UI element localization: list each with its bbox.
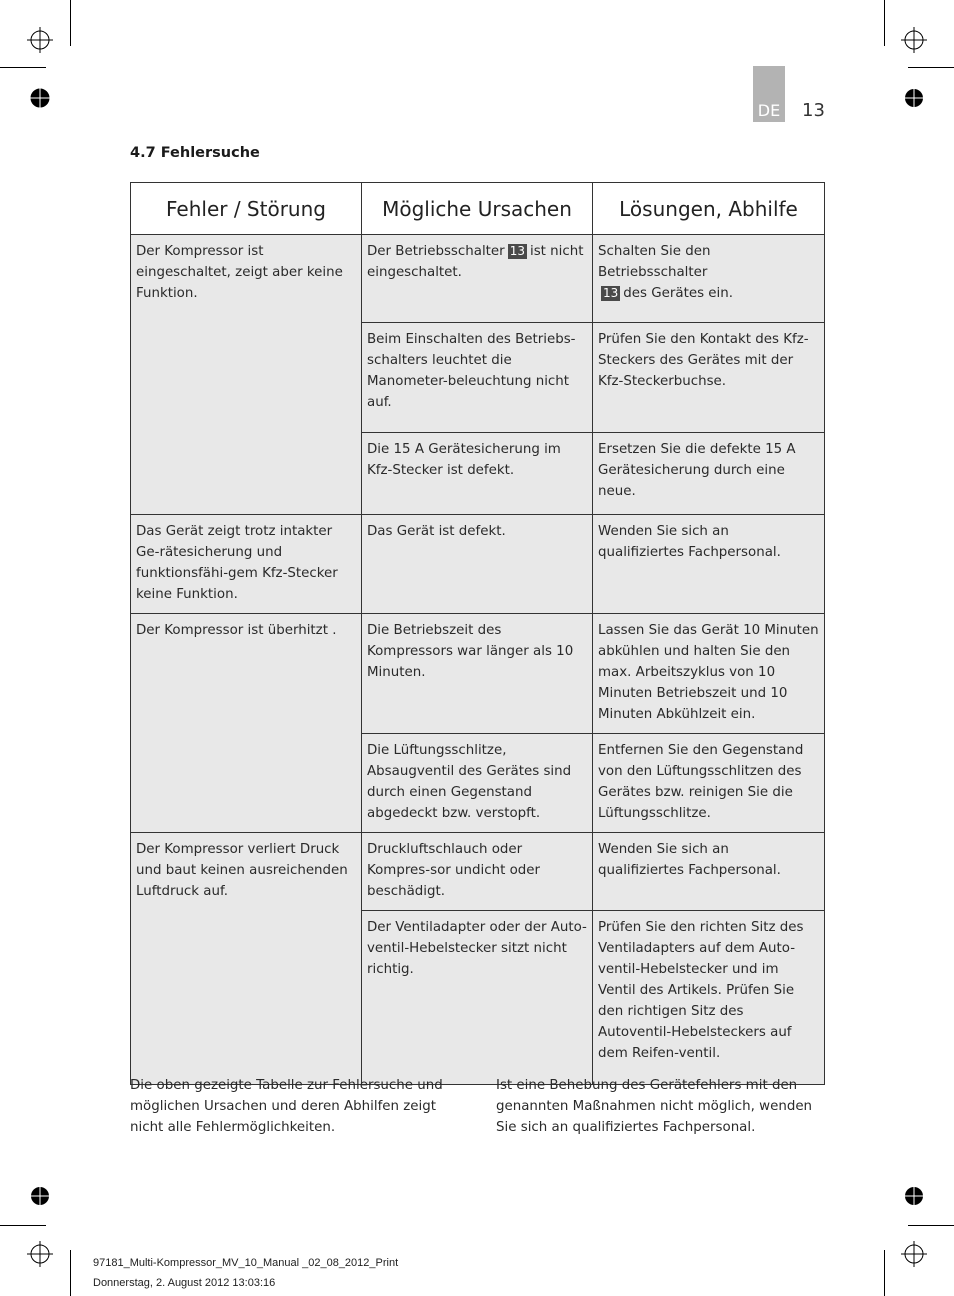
note-right: Ist eine Behebung des Gerätefehlers mit den genannten Maßnahmen nicht möglich, wenden Sie sich an qualifiziertes Fachpersonal. [496, 1078, 813, 1135]
cause-cell: Druckluftschlauch oder Kompres-sor undicht oder beschädigt. [362, 833, 593, 911]
cause-cell: Die 15 A Gerätesicherung im Kfz-Stecker ist defekt. [362, 433, 593, 515]
register-dot-bottom-right [904, 1186, 924, 1206]
trim-mark-top-right-vertical [884, 0, 885, 46]
print-date: Donnerstag, 2. August 2012 13:03:16 [93, 1277, 276, 1289]
cause-cell: Beim Einschalten des Betriebs-schalters leuchtet die Manometer-beleuchtung nicht auf. [362, 323, 593, 433]
solution-text: des Gerätes ein. [623, 286, 734, 301]
section-title: 4.7 Fehlersuche [130, 145, 260, 161]
table-row [131, 515, 825, 614]
cause-cell: Das Gerät ist defekt. [362, 515, 593, 614]
solution-cell: Wenden Sie sich an qualifiziertes Fachpersonal. [593, 833, 825, 911]
cause-text: Der Betriebsschalter [367, 244, 505, 259]
language-tab: DE [753, 66, 785, 122]
trim-mark-bottom-right-vertical [884, 1250, 885, 1296]
cause-text: ist nicht eingeschaltet. [367, 244, 584, 280]
item-number-badge: 13 [509, 244, 525, 258]
registration-mark-top-left [27, 27, 53, 53]
table-row [131, 235, 825, 323]
table-row [131, 614, 825, 734]
fault-cell: Der Kompressor ist eingeschaltet, zeigt aber keine Funktion. [131, 235, 362, 515]
fault-cell: Der Kompressor ist überhitzt . [131, 614, 362, 833]
note-left: Die oben gezeigte Tabelle zur Fehlersuche und möglichen Ursachen und deren Abhilfen zeigt nicht alle Fehlermöglichkeiten. [130, 1078, 443, 1135]
solution-cell: Lassen Sie das Gerät 10 Minuten abkühlen und halten Sie den max. Arbeitszyklus von 10 Minuten Betriebszeit und 10 Minuten Abkühlzeit ein. [593, 614, 825, 734]
trim-mark-top-right-horizontal [908, 67, 954, 68]
item-number-badge: 13 [603, 286, 619, 300]
cause-cell [362, 235, 593, 323]
solution-cell: Ersetzen Sie die defekte 15 A Gerätesicherung durch eine neue. [593, 433, 825, 515]
solution-cell: Prüfen Sie den Kontakt des Kfz-Steckers des Gerätes mit der Kfz-Steckerbuchse. [593, 323, 825, 433]
fault-cell: Das Gerät zeigt trotz intakter Ge-rätesicherung und funktionsfähi-gem Kfz-Stecker keine Funktion. [131, 515, 362, 614]
fault-cell: Der Kompressor verliert Druck und baut keinen ausreichenden Luftdruck auf. [131, 833, 362, 1085]
solution-text: Schalten Sie den Betriebsschalter [598, 244, 711, 280]
cause-cell: Der Ventiladapter oder der Auto-ventil-Hebelstecker sitzt nicht richtig. [362, 911, 593, 1085]
table-row [131, 833, 825, 911]
cause-cell: Die Betriebszeit des Kompressors war länger als 10 Minuten. [362, 614, 593, 734]
register-dot-bottom-left [30, 1186, 50, 1206]
trim-mark-top-left-horizontal [0, 67, 46, 68]
table-header-row [131, 183, 825, 235]
trim-mark-bottom-right-horizontal [908, 1225, 954, 1226]
column-header-solution: Lösungen, Abhilfe [593, 183, 825, 235]
column-header-cause: Mögliche Ursachen [362, 183, 593, 235]
register-dot-top-left [30, 88, 50, 108]
solution-cell: Entfernen Sie den Gegenstand von den Lüftungsschlitzen des Gerätes bzw. reinigen Sie die Lüftungsschlitze. [593, 734, 825, 833]
troubleshooting-table [130, 182, 825, 1085]
registration-mark-bottom-left [27, 1241, 53, 1267]
print-filename: 97181_Multi-Kompressor_MV_10_Manual _02_08_2012_Print [93, 1257, 399, 1269]
trim-mark-top-left-vertical [70, 0, 71, 46]
trim-mark-bottom-left-horizontal [0, 1225, 46, 1226]
registration-mark-bottom-right [901, 1241, 927, 1267]
column-header-fault: Fehler / Störung [131, 183, 362, 235]
solution-cell [593, 235, 825, 323]
solution-cell: Prüfen Sie den richten Sitz des Ventiladapters auf dem Auto-ventil-Hebelstecker und im Ventil des Artikels. Prüfen Sie den richtigen Sitz des Autoventil-Hebelsteckers auf dem Reifen-ventil. [593, 911, 825, 1085]
trim-mark-bottom-left-vertical [70, 1250, 71, 1296]
register-dot-top-right [904, 88, 924, 108]
page-number: 13 [802, 100, 825, 121]
registration-mark-top-right [901, 27, 927, 53]
cause-cell: Die Lüftungsschlitze, Absaugventil des Gerätes sind durch einen Gegenstand abgedeckt bzw. verstopft. [362, 734, 593, 833]
solution-cell: Wenden Sie sich an qualifiziertes Fachpersonal. [593, 515, 825, 614]
